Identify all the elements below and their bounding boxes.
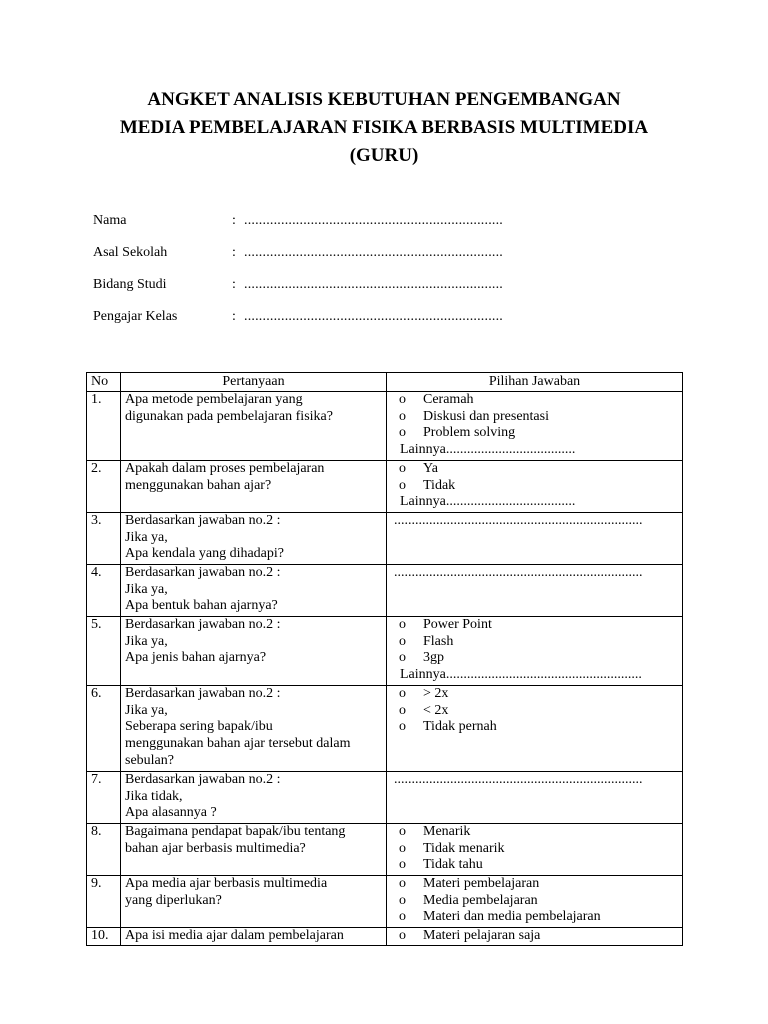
- question-number: 10.: [87, 927, 121, 945]
- table-row: [87, 564, 683, 616]
- table-row: [87, 460, 683, 512]
- answer-option[interactable]: [391, 841, 678, 858]
- circle-bullet-icon: o: [399, 840, 406, 856]
- question-line: Apa media ajar berbasis multimedia: [125, 875, 328, 891]
- answer-option[interactable]: [391, 425, 678, 442]
- question-text: [121, 460, 387, 512]
- info-row-bidang-studi: [93, 277, 573, 309]
- info-fill-line: ......................................................................: [244, 309, 503, 324]
- circle-bullet-icon: o: [399, 425, 406, 441]
- header-question: Pertanyaan: [121, 373, 387, 392]
- table-header-row: [87, 373, 683, 392]
- question-number: 4.: [87, 564, 121, 616]
- other-answer-field[interactable]: Lainnya........................................................: [400, 667, 642, 683]
- option-label: Menarik: [423, 823, 471, 839]
- free-answer-line[interactable]: .......................................................................: [394, 771, 643, 787]
- circle-bullet-icon: o: [399, 633, 406, 649]
- table-row: [87, 771, 683, 823]
- circle-bullet-icon: o: [399, 857, 406, 873]
- answer-option[interactable]: [391, 634, 678, 651]
- answer-choices: [387, 391, 683, 460]
- option-label: Materi pelajaran saja: [423, 927, 541, 943]
- question-text: [121, 512, 387, 564]
- circle-bullet-icon: o: [399, 875, 406, 891]
- question-line: Apa bentuk bahan ajarnya?: [125, 598, 278, 614]
- answer-option[interactable]: [391, 650, 678, 667]
- question-line: Apa isi media ajar dalam pembelajaran: [125, 927, 344, 943]
- question-line: Jika ya,: [125, 529, 168, 545]
- question-text: [121, 616, 387, 685]
- question-line: Jika ya,: [125, 702, 168, 718]
- answer-choices: [387, 875, 683, 927]
- option-label: Tidak pernah: [423, 719, 497, 735]
- question-line: Berdasarkan jawaban no.2 :: [125, 685, 281, 701]
- option-label: Materi pembelajaran: [423, 875, 540, 891]
- header-no: No: [87, 373, 121, 392]
- question-number: 8.: [87, 823, 121, 875]
- info-separator: :: [232, 245, 236, 260]
- answer-choices: [387, 823, 683, 875]
- circle-bullet-icon: o: [399, 650, 406, 666]
- table-row: [87, 685, 683, 771]
- answer-option[interactable]: [391, 909, 678, 926]
- table-body: [87, 391, 683, 945]
- answer-choices: [387, 685, 683, 771]
- info-fill-line: ......................................................................: [244, 245, 503, 260]
- info-fill-line: ......................................................................: [244, 213, 503, 228]
- option-label: Tidak menarik: [423, 840, 505, 856]
- free-answer-line[interactable]: .......................................................................: [394, 512, 643, 528]
- question-line: Apa jenis bahan ajarnya?: [125, 650, 267, 666]
- answer-choices: [387, 616, 683, 685]
- circle-bullet-icon: o: [399, 909, 406, 925]
- circle-bullet-icon: o: [399, 892, 406, 908]
- answer-option[interactable]: [391, 617, 678, 634]
- answer-option[interactable]: [391, 928, 678, 945]
- info-row-pengajar-kelas: [93, 309, 573, 341]
- question-line: Berdasarkan jawaban no.2 :: [125, 564, 281, 580]
- answer-option[interactable]: [391, 857, 678, 874]
- question-text: [121, 685, 387, 771]
- answer-option[interactable]: [391, 478, 678, 495]
- question-line: Berdasarkan jawaban no.2 :: [125, 512, 281, 528]
- question-text: [121, 875, 387, 927]
- question-line: digunakan pada pembelajaran fisika?: [125, 408, 333, 424]
- info-label: Asal Sekolah: [93, 245, 168, 260]
- question-line: Jika ya,: [125, 581, 168, 597]
- circle-bullet-icon: o: [399, 702, 406, 718]
- table-row: [87, 616, 683, 685]
- circle-bullet-icon: o: [399, 460, 406, 476]
- circle-bullet-icon: o: [399, 391, 406, 407]
- document-title: [80, 86, 688, 170]
- answer-option[interactable]: [391, 392, 678, 409]
- circle-bullet-icon: o: [399, 408, 406, 424]
- free-answer-line[interactable]: .......................................................................: [394, 564, 643, 580]
- question-text: [121, 823, 387, 875]
- answer-option[interactable]: [391, 409, 678, 426]
- title-line-2: MEDIA PEMBELAJARAN FISIKA BERBASIS MULTIMEDIA: [119, 117, 649, 138]
- question-line: Bagaimana pendapat bapak/ibu tentang: [125, 823, 346, 839]
- info-separator: :: [232, 309, 236, 324]
- circle-bullet-icon: o: [399, 927, 406, 943]
- info-row-nama: [93, 213, 573, 245]
- answer-option[interactable]: [391, 686, 678, 703]
- circle-bullet-icon: o: [399, 823, 406, 839]
- question-line: menggunakan bahan ajar?: [125, 477, 272, 493]
- other-answer-field[interactable]: Lainnya.....................................: [400, 442, 576, 458]
- info-row-asal-sekolah: [93, 245, 573, 277]
- question-line: bahan ajar berbasis multimedia?: [125, 840, 306, 856]
- question-line: Berdasarkan jawaban no.2 :: [125, 771, 281, 787]
- info-separator: :: [232, 213, 236, 228]
- answer-option[interactable]: [391, 876, 678, 893]
- info-label: Bidang Studi: [93, 277, 167, 292]
- option-label: Ceramah: [423, 391, 474, 407]
- question-line: sebulan?: [125, 752, 174, 768]
- question-text: [121, 927, 387, 945]
- table-row: [87, 823, 683, 875]
- option-label: Materi dan media pembelajaran: [423, 909, 601, 925]
- title-line-3: (GURU): [349, 145, 419, 166]
- question-line: Apakah dalam proses pembelajaran: [125, 460, 325, 476]
- answer-option[interactable]: [391, 461, 678, 478]
- question-number: 3.: [87, 512, 121, 564]
- title-line-1: ANGKET ANALISIS KEBUTUHAN PENGEMBANGAN: [147, 89, 621, 110]
- info-fill-line: ......................................................................: [244, 277, 503, 292]
- question-line: Apa alasannya ?: [125, 805, 217, 821]
- question-text: [121, 771, 387, 823]
- question-line: Apa kendala yang dihadapi?: [125, 546, 284, 562]
- question-line: Apa metode pembelajaran yang: [125, 391, 303, 407]
- questionnaire-table: [86, 372, 683, 946]
- answer-choices: [387, 927, 683, 945]
- question-number: 5.: [87, 616, 121, 685]
- option-label: Flash: [423, 633, 454, 649]
- option-label: > 2x: [423, 685, 449, 701]
- answer-choices: [387, 771, 683, 823]
- question-line: yang diperlukan?: [125, 892, 222, 908]
- answer-option[interactable]: [391, 703, 678, 720]
- option-label: Tidak tahu: [423, 857, 483, 873]
- respondent-info: [93, 213, 573, 341]
- circle-bullet-icon: o: [399, 685, 406, 701]
- option-label: Power Point: [423, 616, 492, 632]
- info-label: Pengajar Kelas: [93, 309, 178, 324]
- other-answer-field[interactable]: Lainnya.....................................: [400, 494, 576, 510]
- question-line: menggunakan bahan ajar tersebut dalam: [125, 736, 351, 752]
- option-label: Problem solving: [423, 425, 516, 441]
- option-label: Diskusi dan presentasi: [423, 408, 549, 424]
- header-answer: Pilihan Jawaban: [387, 373, 683, 392]
- question-number: 6.: [87, 685, 121, 771]
- question-number: 7.: [87, 771, 121, 823]
- table-row: [87, 512, 683, 564]
- option-label: < 2x: [423, 702, 449, 718]
- answer-choices: [387, 512, 683, 564]
- question-line: Jika tidak,: [125, 788, 183, 804]
- option-label: Media pembelajaran: [423, 892, 538, 908]
- table-row: [87, 391, 683, 460]
- answer-option[interactable]: [391, 824, 678, 841]
- question-text: [121, 391, 387, 460]
- option-label: 3gp: [423, 650, 444, 666]
- question-line: Seberapa sering bapak/ibu: [125, 719, 273, 735]
- option-label: Tidak: [423, 477, 456, 493]
- option-label: Ya: [423, 460, 438, 476]
- answer-choices: [387, 564, 683, 616]
- question-text: [121, 564, 387, 616]
- table-row: [87, 927, 683, 945]
- answer-option[interactable]: [391, 719, 678, 736]
- info-label: Nama: [93, 213, 127, 228]
- question-line: Jika ya,: [125, 633, 168, 649]
- question-number: 2.: [87, 460, 121, 512]
- question-number: 9.: [87, 875, 121, 927]
- question-number: 1.: [87, 391, 121, 460]
- answer-choices: [387, 460, 683, 512]
- circle-bullet-icon: o: [399, 616, 406, 632]
- question-line: Berdasarkan jawaban no.2 :: [125, 616, 281, 632]
- answer-option[interactable]: [391, 893, 678, 910]
- table-row: [87, 875, 683, 927]
- info-separator: :: [232, 277, 236, 292]
- circle-bullet-icon: o: [399, 477, 406, 493]
- circle-bullet-icon: o: [399, 719, 406, 735]
